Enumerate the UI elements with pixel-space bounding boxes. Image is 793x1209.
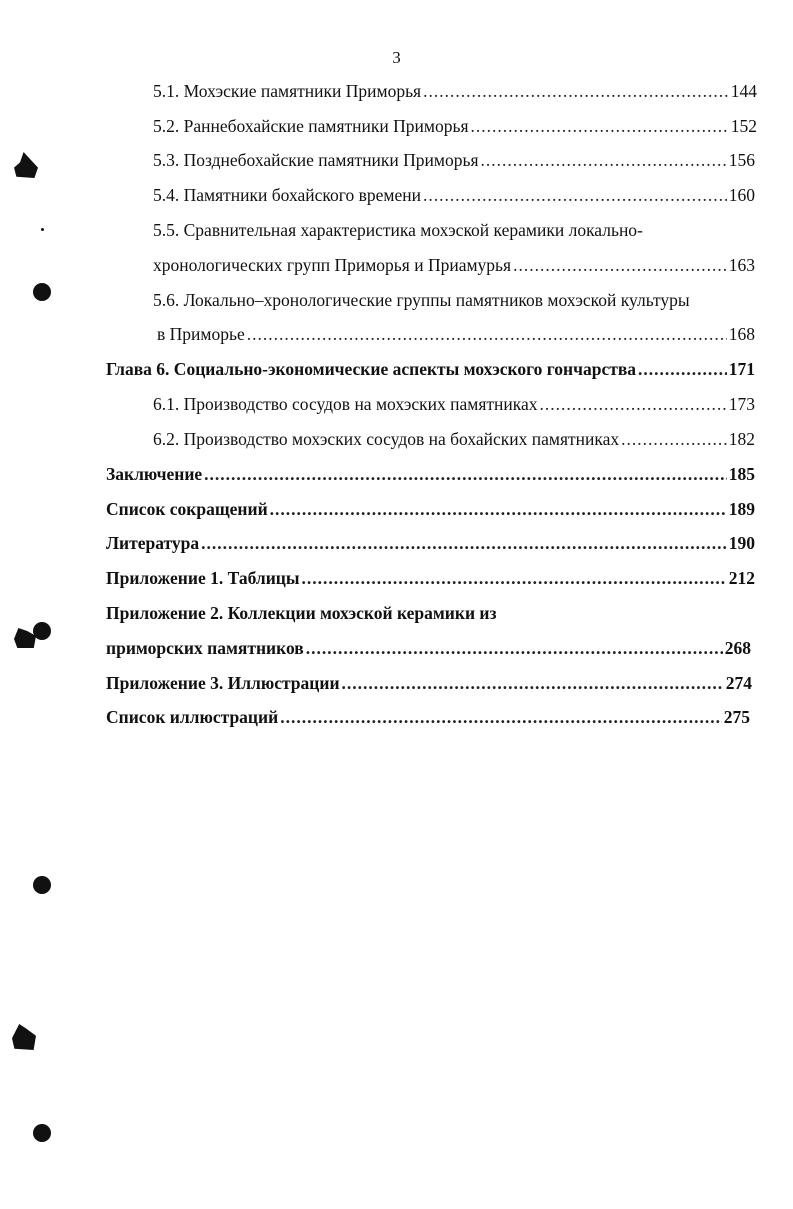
toc-entry-page: 189 <box>728 499 755 519</box>
toc-leader-dots <box>280 704 722 730</box>
toc-entry-page: 144 <box>730 81 757 101</box>
toc-entry-title: 5.1. Мохэские памятники Приморья <box>153 81 422 101</box>
toc-entry-title: Литература <box>106 533 200 553</box>
toc-entry-conclusion <box>106 461 755 487</box>
toc-entry-5-1 <box>153 78 757 104</box>
toc-entry-list-of-illustrations <box>106 704 750 730</box>
toc-entry-5-5-line1 <box>153 217 643 243</box>
toc-leader-dots <box>638 356 727 382</box>
toc-entry-title: Приложение 3. Иллюстрации <box>106 673 340 693</box>
toc-leader-dots <box>342 670 724 696</box>
toc-entry-title: 5.6. Локально–хронологические группы памятников мохэской культуры <box>153 290 690 310</box>
toc-entry-title: 6.1. Производство сосудов на мохэских памятниках <box>153 394 538 414</box>
toc-entry-appendix-2 <box>106 635 751 661</box>
toc-leader-dots <box>204 461 727 487</box>
toc-entry-title: 5.5. Сравнительная характеристика мохэской керамики локально- <box>153 220 643 240</box>
toc-entry-page: 152 <box>730 116 757 136</box>
toc-leader-dots <box>302 565 727 591</box>
toc-entry-title: Приложение 1. Таблицы <box>106 568 300 588</box>
toc-entry-title: 5.3. Позднебохайские памятники Приморья <box>153 150 479 170</box>
toc-leader-dots <box>306 635 723 661</box>
punch-hole-mark <box>33 283 51 301</box>
toc-entry-5-3 <box>153 147 755 173</box>
toc-entry-page: 173 <box>728 394 755 414</box>
toc-entry-page: 163 <box>728 255 755 275</box>
toc-entry-title: Список сокращений <box>106 499 268 519</box>
toc-entry-page: 160 <box>728 185 755 205</box>
toc-entry-appendix-3 <box>106 670 752 696</box>
toc-entry-title: Глава 6. Социально-экономические аспекты мохэского гончарства <box>106 359 637 379</box>
toc-leader-dots <box>270 496 727 522</box>
toc-entry-title: приморских памятников <box>106 638 304 658</box>
toc-entry-page: 185 <box>728 464 755 484</box>
toc-entry-5-2 <box>153 113 757 139</box>
toc-entry-5-6 <box>157 321 755 347</box>
toc-entry-title: 5.2. Раннебохайские памятники Приморья <box>153 116 469 136</box>
toc-leader-dots <box>423 182 727 208</box>
toc-entry-literature <box>106 530 755 556</box>
toc-entry-appendix-2-line1 <box>106 600 497 626</box>
toc-leader-dots <box>481 147 727 173</box>
toc-entry-6-2 <box>153 426 755 452</box>
punch-hole-mark <box>33 1124 51 1142</box>
toc-entry-title: 5.4. Памятники бохайского времени <box>153 185 421 205</box>
toc-entry-title: 6.2. Производство мохэских сосудов на бохайских памятниках <box>153 429 620 449</box>
toc-entry-appendix-1 <box>106 565 755 591</box>
toc-entry-5-4 <box>153 182 755 208</box>
toc-entry-page: 190 <box>728 533 755 553</box>
toc-entry-page: 171 <box>728 359 755 379</box>
toc-entry-page: 274 <box>725 673 752 693</box>
toc-entry-page: 168 <box>728 324 755 344</box>
toc-entry-title: Заключение <box>106 464 203 484</box>
speck-mark <box>41 228 44 231</box>
toc-entry-title: Приложение 2. Коллекции мохэской керамики из <box>106 603 497 623</box>
toc-entry-page: 275 <box>723 707 750 727</box>
toc-entry-page: 156 <box>728 150 755 170</box>
toc-entry-page: 268 <box>724 638 751 658</box>
toc-leader-dots <box>621 426 727 452</box>
toc-entry-title: хронологических групп Приморья и Приамурья <box>153 255 512 275</box>
toc-leader-dots <box>513 252 727 278</box>
toc-entry-title: Список иллюстраций <box>106 707 279 727</box>
toc-entry-title: в Приморье <box>157 324 245 344</box>
toc-entry-page: 182 <box>728 429 755 449</box>
page-number: 3 <box>392 48 401 67</box>
toc-entry-abbreviations <box>106 496 755 522</box>
toc-leader-dots <box>201 530 727 556</box>
toc-entry-chapter-6 <box>106 356 755 382</box>
toc-entry-5-5 <box>153 252 755 278</box>
toc-leader-dots <box>471 113 729 139</box>
toc-entry-page: 212 <box>728 568 755 588</box>
toc-leader-dots <box>247 321 727 347</box>
toc-leader-dots <box>540 391 727 417</box>
punch-hole-mark <box>33 876 51 894</box>
toc-entry-5-6-line1 <box>153 287 690 313</box>
toc-leader-dots <box>423 78 729 104</box>
toc-entry-6-1 <box>153 391 755 417</box>
